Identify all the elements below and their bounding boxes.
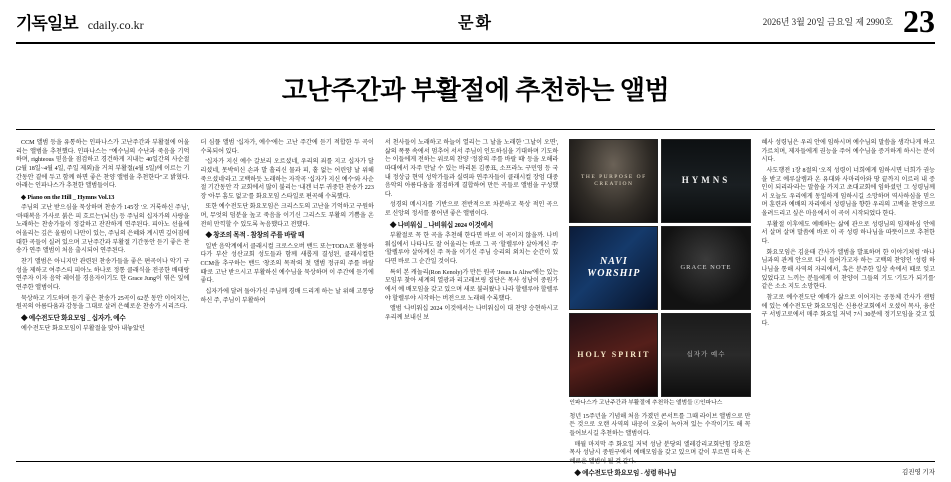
paragraph: 매월 마지막 주 화요일 저녁 성남 분당의 엘레강리교회단힘 장요한 목사 성남시 중원구에서 예배모임을 갖고 있으며 같이 부르면 더욱 은혜로운 앨범이 될 것 같다. — [569, 441, 751, 466]
album-cover-5-title: HOLY SPIRIT — [577, 350, 651, 359]
paragraph: CCM 앨범 등을 유통하는 인파나스가 고난주간과 부활절에 어울리는 앨범을 추천했다. 인파나스는 "예수님의 수난과 죽음을 기억하며, righteous 믿음을 점검하고 경건하게 지내는 40일간의 사순절(2월 18일~4월 4일, 주일 제외)을 거쳐 부활절(4월 5일)에 이르는 기간동안 곁에 두고 함께 하면 좋은 찬양 앨범을 추천한다"고 밝혔다. 아래는 인파나스가 추천한 앨범들이다. — [16, 140, 190, 190]
issue-info: 2026년 3월 20일 금요일 제 2990호 — [762, 16, 893, 27]
paragraph: 화요모임은 김윤태 간사가 엘범을 발표하며 한 이야기처럼 '하나님과의 관계 안으로 다시 들어가고자 하는 고백의 찬양인 '성령 하나님을 통해 사역의 자리에서, 혹은 분주한 일상 속에서 때로 잊고 있었다고 느끼는 분들에게 이 찬양이 그들의 기도 '기도가 되기를' 같은 소소 지도 소망한다. — [761, 249, 935, 291]
album-cover-6-title: 십자가 예수 — [686, 350, 726, 358]
album-cover-4-title: GRACE NOTE — [680, 263, 732, 271]
album-image-grid — [569, 139, 750, 397]
section-title: 문화 — [458, 14, 493, 32]
masthead-right — [685, 5, 935, 37]
paper-name: 기독일보 — [16, 13, 78, 33]
page-number: 23 — [903, 3, 935, 39]
album-cover-1-title: THE PURPOSE OF CREATION — [581, 174, 647, 187]
subheading: ◆ 예수전도단 화요모임 _ 십자가, 예수 — [21, 314, 126, 322]
paragraph: 부활절 이후에도 예배하는 삶에 관으로 성령님의 임재하심 안에서 살며 살며 말씀에 바로 이 곡 성령 하나님을 따뜻이으로 추천한다. — [761, 221, 935, 246]
masthead — [16, 0, 935, 44]
paragraph: 사도행전 1장 8절의 '오직 성령이 너희에게 임하시면 너희가 권능을 받고 예루살렘과 온 유대와 사마리아와 땅 끝까지 이르러 내 증인이 되리라'라는 말씀을 가지고 초대교회에 임하셨던 그 성령님께서 오늘도 우리에게 동일하게 임하시길 소망하며 역사하심을 믿으며 훈련과 예배의 자리에서 성령님을 향한 우리의 고백을 찬양으로 올려드리고 싶은 마음에서 이 곡이 시작되었다 한다. — [761, 167, 935, 218]
album-cover-1 — [569, 139, 658, 223]
album-cover-4 — [661, 226, 750, 310]
column-5 — [762, 139, 935, 482]
column-2 — [200, 139, 373, 482]
album-cover-3-title: NAVI WORSHIP — [587, 255, 641, 279]
paragraph: 주님의 고난 받으심을 묵상하며 찬송가 145장 '오 거룩하신 주님', '마태복음 가사로 붉은 피 흐르는'(뇌신) 등 주님의 십자가의 사랑을 노래하는 찬송가들이 정갈하고 잔잔하게 연주된다. 피아노 선율에 어울리는 깊은 울림이 나만이 있는, 주님의 은혜와 계시면 깊어짐에 대한 곡들이 실려 있으며 고난주간과 부활절 기간동안 듣기 좋은 찬송가 연주 앨범이 처음 출시되어 연주된다. — [16, 205, 190, 255]
footer-divider — [16, 461, 935, 462]
subheading: ◆ 창조의 목적 - 참창의 주를 바랄 때 — [205, 232, 305, 240]
paragraph: 십자가에 달려 돌아가신 주님께 경배 드리게 하는 날 위해 고통당하신 주, 주님이 부활하여 — [200, 288, 374, 304]
paragraph: '십자가 지신 예수 갈보리 오르셨네, 우리의 죄를 지고 십자가 달리셨네, 못박히신 손과 발 흘리신 물과 피, 홑 없는 어린양 날 위해 죽으셨네'라고 고백하듯 노래하는 자작곡 '십자가 지신 예수'와 사순절 기간동안 각 교회에서 많이 불리는 '내겐 너무 귀중한 찬송가 223장 '아무 흠도 없고'를 화요모임 스타일로 편곡해 수록했다. — [200, 159, 374, 200]
paragraph: 특히 본 캐놀리(Ron Kenoly)가 만든 원곡 'Jesus Is Alive'에는 있는 모임부 찾아 세계의 열광과 리고래브링 집단은 목사 성남이 중원가에서 예 배모임을 갖고 있으며 새로 불러왔나 나라 할렐루야 할렐루야 할렐루야 시작하는 버전으로 노래해 수록했다. — [384, 269, 559, 302]
paragraph: 부활절로 꼭 한 곡을 추천해 한다면 바로 이 곡이지 않을까. 나비워십에서 나타나도 잘 어울리는 바로 그 곡 '할렐루야 살아계신 주' '할렐루야 살아계신 주 독을 이기신 주님 승리의 외치는 순간이 있다면 바로 그 순간일 것이다. — [384, 233, 559, 266]
album-cover-5 — [569, 313, 658, 397]
column-4 — [569, 139, 750, 482]
album-cover-2 — [661, 139, 750, 223]
paragraph: 더 심플 앨범 '십자가, 예수'에는 고난 주간에 듣기 적합한 두 곡이 수록되어 있다. — [200, 140, 374, 155]
paper-url[interactable]: cdaily.co.kr — [87, 17, 144, 32]
paragraph: 참고로 예수전도단 예배가 삶으로 이어지는 공동체 간사가 샌텀에 있는 예수전도단 화요모임은 신용산교회에서 오셨어 목사, 융산구 서빙고로에서 매주 화요일 저녁 7시 30분에 정기모임을 갖고 있다. — [761, 294, 935, 327]
paragraph: 묵상하고 기도하며 듣기 좋은 찬송가 25곡이 62분 동안 이어지는, 원곡의 아름다움과 감동을 그대로 살려 은혜로운 찬송가 시리즈다. — [16, 295, 190, 311]
article-body — [16, 130, 935, 482]
masthead-left — [16, 9, 266, 34]
paragraph: 또한 예수전도단 화요모임은 크리스도의 고난을 기억하고 구원하며, 무엇의 덤분을 높고 죽음을 이기신 그리스도 부활의 기쁨을 온전히 만끽할 수 있도록 녹음했다고 전했다. — [200, 204, 374, 228]
paragraph: 혜사 성령님은 우리 안에 임하시며 예수님의 말씀을 생각나게 하고 가르치며, 제자들에게 권능을 주어 예수님을 증거하게 하시는 분이시다. — [761, 140, 935, 164]
paragraph: 예수전도단 화요모임이 부활절을 맞아 내놓았던 — [21, 326, 145, 333]
paragraph: 성경의 메시지를 기반으로 전반적으로 차분하고 묵상 적인 곡으로 신앙의 정서를 품어낸 좋은 앨범이다. — [384, 202, 559, 218]
subheading: ◆ 나비워십 _ 나비워십 2024 이것에서 — [389, 221, 494, 229]
subheading: ◆ 예수전도단 화요모임 - 성령 하나님 — [574, 469, 677, 477]
column-3 — [385, 139, 558, 482]
paragraph: 청년 15주년을 기념해 처음 가졌던 콘서트를 그때 라이브 앨범으로 만든 것으로 오랜 사역의 내공이 오롯이 녹아져 있는 수작이기도 해 꼭 들어보시길 추천하는 앨범이다. — [569, 413, 751, 438]
byline: 김진영 기자 — [901, 469, 935, 476]
paragraph: 일반 음악계에서 클래시컬 크로스오버 밴드 또는TODA로 활동하다가 부산 성산교회 성도들과 함께 새롭게 결성된, 클래시컬한 CCM을 추구하는 밴드 '창조의 목적'의 첫 앨범 정규의 주를 바랄때'로 고난 받으시고 부활하신 예수님을 묵상하며 이 주간에 듣기에 좋다. — [200, 243, 374, 285]
article-headline: 고난주간과 부활절에 추천하는 앨범 — [16, 44, 935, 130]
column-1 — [16, 139, 189, 482]
album-cover-6 — [661, 313, 750, 397]
paragraph: 서 천사들이 노래하고 하늘이 열리는 그 날을 노래한 '그날이 오면', 삶의 폭풍 속에서 멈추어 서서 주님이 인도하심을 기대하며 기도하는 이들에게 전하는 위로의 찬양 '정잠의 주를 바랄 때' 등을 오해라 따대에서 자주 만날 수 있는 바리톤 김종표, 소프라노 구민영 등 국내 정상급 현역 성악가들과 실력파 연주자들이 클래시컬 장엄 대중음악의 아름다움을 점검하게 결합하여 만든 곡들로 앨범을 구성했다. — [384, 140, 559, 198]
photo-caption: 인파나스가 고난주간과 부활절에 추천하는 앨범들 ⓒ인파나스 — [569, 400, 723, 406]
album-cover-2-title: HYMNS — [681, 175, 731, 186]
paragraph: 찬기 앨범은 아니지만 관련된 찬송가들을 좋은 편곡이나 악기 구성을 제하고 여주스티 피아노 하나로 정통 클래식을 전공한 배태랑 연주자 이자 음악 레이블 경음자이기도 한 Grace Jung이 엮은 잎에 연주한 앨범이다. — [16, 259, 190, 291]
paragraph: 앨범 '나비워십 2024 이것에서는 나비워십이 대 찬양 승현하시고 우리께 보내신 보 — [384, 306, 559, 321]
subheading: ◆ Piano on the Hill _ Hymns Vol.13 — [21, 193, 115, 201]
album-cover-3 — [569, 226, 658, 310]
